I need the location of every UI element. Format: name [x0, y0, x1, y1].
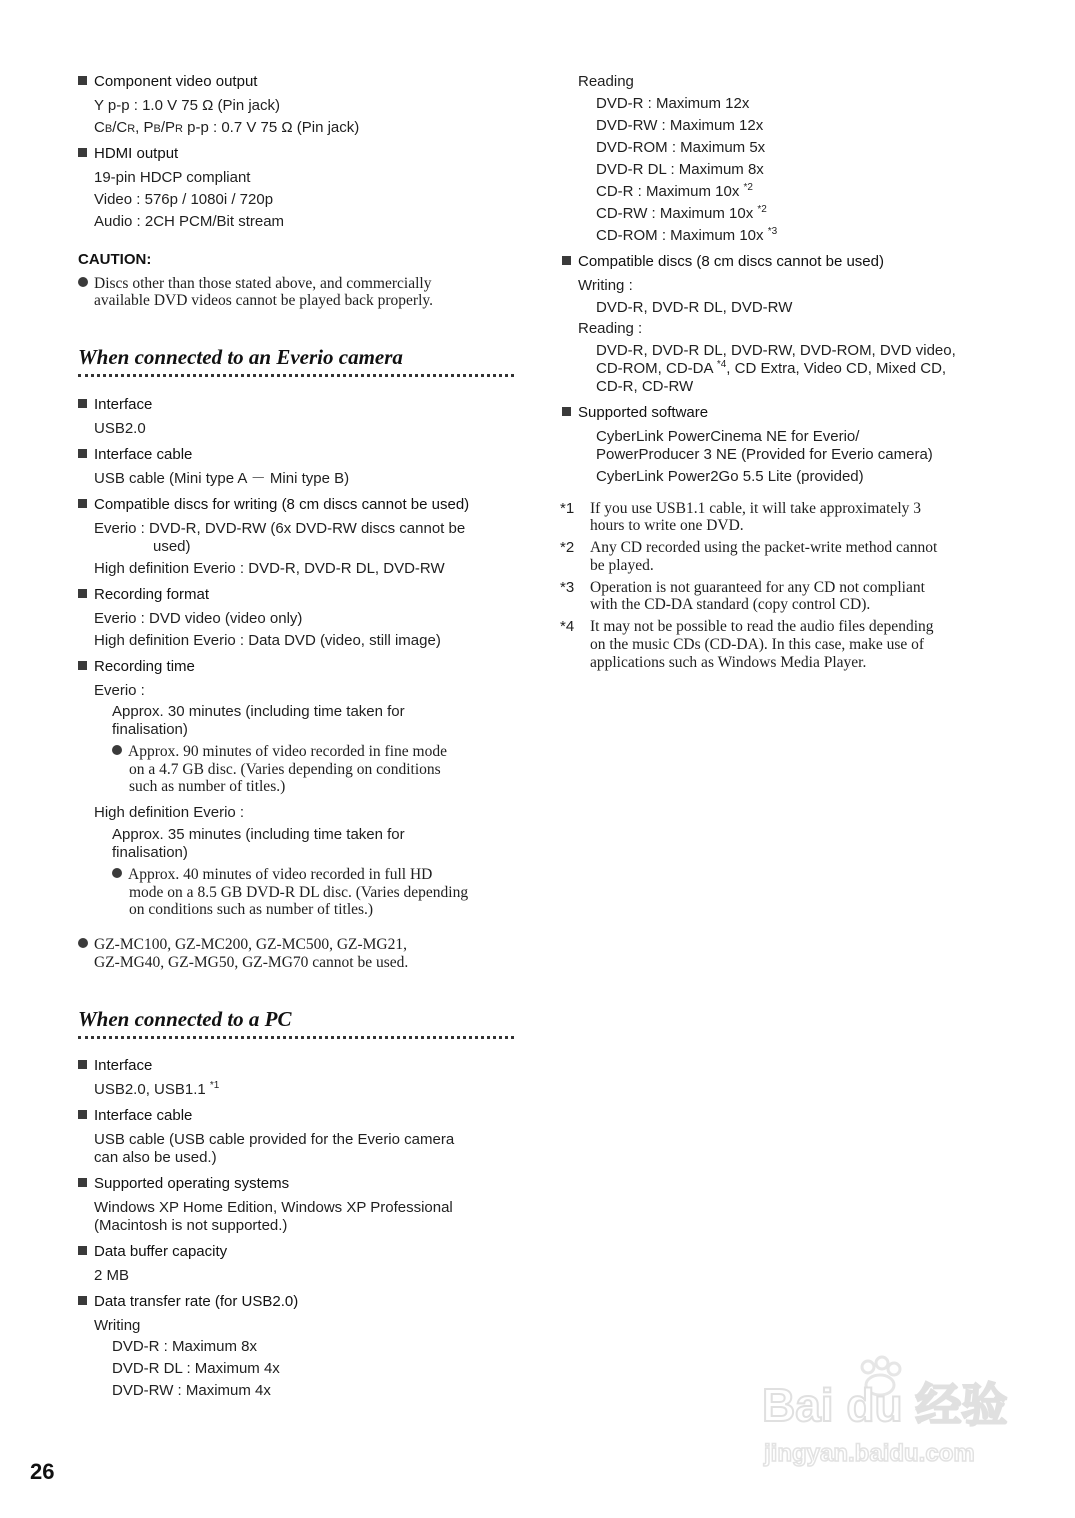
footnote-text: be played. [590, 557, 654, 574]
square-bullet-icon [78, 399, 87, 408]
footnote-mark: *3 [560, 579, 575, 596]
hdmi-line: Audio : 2CH PCM/Bit stream [94, 213, 285, 230]
pc-rate-writing-label: Writing [94, 1317, 141, 1334]
round-bullet-icon [78, 277, 88, 287]
hdmi-line: Video : 576p / 1080i / 720p [94, 191, 274, 208]
compat-reading-value-cont: CD-ROM, CD-DA $^{*4}$, CD Extra, Video CD, Mixed CD, [596, 359, 947, 377]
compat-reading-label: Reading : [578, 320, 643, 337]
everio-interface-value: USB2.0 [94, 420, 146, 437]
footnote-mark: *2 [560, 539, 575, 556]
footnote-text: on the music CDs (CD-DA). In this case, make use of [590, 636, 925, 653]
square-bullet-icon [78, 589, 87, 598]
pc-cable-heading: Interface cable [78, 1107, 192, 1125]
pc-rate-writing-item: DVD-R : Maximum 8x [112, 1338, 258, 1355]
caution-title: CAUTION: [78, 251, 152, 268]
everio-format-heading: Recording format [78, 586, 209, 604]
everio-compat-line: High definition Everio : DVD-R, DVD-R DL, DVD-RW [94, 560, 445, 577]
square-bullet-icon [78, 449, 87, 458]
caution-text-cont: available DVD videos cannot be played back properly. [94, 292, 434, 309]
component-y-line: Y p-p : 1.0 V 75 Ω (Pin jack) [94, 97, 281, 114]
time-everio-label: Everio : [94, 682, 145, 699]
footnote-text: If you use USB1.1 cable, it will take approximately 3 [590, 500, 922, 517]
time-hd-note: Approx. 40 minutes of video recorded in full HD [112, 866, 432, 884]
square-bullet-icon [562, 256, 571, 265]
component-cbcr-line: CB/CR, PB/PR p-p : 0.7 V 75 Ω (Pin jack) [94, 119, 360, 136]
pc-buffer-heading: Data buffer capacity [78, 1243, 227, 1261]
hdmi-line: 19-pin HDCP compliant [94, 169, 251, 186]
everio-interface-heading: Interface [78, 396, 152, 414]
everio-format-line: High definition Everio : Data DVD (video, still image) [94, 632, 441, 649]
square-bullet-icon [78, 1110, 87, 1119]
square-bullet-icon [78, 661, 87, 670]
section-title-everio: When connected to an Everio camera [78, 345, 403, 369]
software-item-cont: PowerProducer 3 NE (Provided for Everio camera) [596, 446, 933, 463]
section-title-pc: When connected to a PC [78, 1007, 292, 1031]
page-number: 26 [30, 1459, 55, 1484]
compat-reading-value-cont: CD-R, CD-RW [596, 378, 694, 395]
everio-compat-heading: Compatible discs for writing (8 cm discs cannot be used) [78, 496, 469, 514]
pc-buffer-value: 2 MB [94, 1267, 130, 1284]
footnote-text: applications such as Windows Media Player. [590, 654, 867, 671]
baidu-watermark-logo [760, 1355, 1020, 1475]
square-bullet-icon [78, 1178, 87, 1187]
rate-reading-item: DVD-ROM : Maximum 5x [596, 139, 766, 156]
pc-interface-value: USB2.0, USB1.1 $^{*1}$ [94, 1080, 220, 1098]
footnote-text: Any CD recorded using the packet-write method cannot [590, 539, 938, 556]
everio-time-heading: Recording time [78, 658, 195, 676]
footnote-text: hours to write one DVD. [590, 517, 744, 534]
pc-rate-writing-item: DVD-R DL : Maximum 4x [112, 1360, 280, 1377]
rate-reading-item: CD-R : Maximum 10x $^{*2}$ [596, 182, 753, 200]
rate-reading-item: DVD-RW : Maximum 12x [596, 117, 764, 134]
pc-interface-heading: Interface [78, 1057, 152, 1075]
everio-cable-value: USB cable (Mini type A － Mini type B) [94, 470, 350, 487]
square-bullet-icon [78, 76, 87, 85]
everio-compat-line: Everio : DVD-R, DVD-RW (6x DVD-RW discs cannot be [94, 520, 466, 537]
square-bullet-icon [78, 499, 87, 508]
incompatible-models-cont: GZ-MG40, GZ-MG50, GZ-MG70 cannot be used. [94, 954, 409, 971]
time-hd-note-cont: mode on a 8.5 GB DVD-R DL disc. (Varies depending [129, 884, 469, 901]
compat-discs-heading: Compatible discs (8 cm discs cannot be used) [562, 253, 884, 271]
section-divider [78, 374, 514, 377]
hdmi-output-heading: HDMI output [78, 145, 178, 163]
watermark-url: jingyan.baidu.com [764, 1440, 975, 1467]
time-everio-approx-cont: finalisation) [112, 721, 188, 738]
square-bullet-icon [562, 407, 571, 416]
pc-os-heading: Supported operating systems [78, 1175, 289, 1193]
everio-cable-heading: Interface cable [78, 446, 192, 464]
incompatible-models: GZ-MC100, GZ-MC200, GZ-MC500, GZ-MG21, [78, 936, 407, 954]
footnote-text: It may not be possible to read the audio files depending [590, 618, 934, 635]
everio-format-line: Everio : DVD video (video only) [94, 610, 303, 627]
time-hd-approx: Approx. 35 minutes (including time taken for [112, 826, 405, 843]
footnote-text: with the CD-DA standard (copy control CD). [590, 596, 871, 613]
pc-os-value: Windows XP Home Edition, Windows XP Professional [94, 1199, 453, 1216]
pc-cable-value: USB cable (USB cable provided for the Everio camera [94, 1131, 455, 1148]
pc-os-value-cont: (Macintosh is not supported.) [94, 1217, 288, 1234]
software-item: CyberLink PowerCinema NE for Everio/ [596, 428, 860, 445]
pc-rate-heading: Data transfer rate (for USB2.0) [78, 1293, 298, 1311]
compat-writing-label: Writing : [578, 277, 633, 294]
footnote-mark: *4 [560, 618, 575, 635]
watermark-brand: Bai du 经验 [762, 1379, 1008, 1431]
round-bullet-icon [112, 868, 122, 878]
time-hd-note-cont: on conditions such as number of titles.) [129, 901, 374, 918]
square-bullet-icon [78, 1060, 87, 1069]
rate-reading-item: CD-ROM : Maximum 10x $^{*3}$ [596, 226, 778, 244]
rate-reading-item: CD-RW : Maximum 10x $^{*2}$ [596, 204, 767, 222]
time-everio-note-cont: on a 4.7 GB disc. (Varies depending on conditions [129, 761, 441, 778]
round-bullet-icon [78, 938, 88, 948]
time-everio-approx: Approx. 30 minutes (including time taken for [112, 703, 405, 720]
rate-reading-label: Reading [578, 73, 634, 90]
square-bullet-icon [78, 148, 87, 157]
square-bullet-icon [78, 1246, 87, 1255]
round-bullet-icon [112, 745, 122, 755]
square-bullet-icon [78, 1296, 87, 1305]
time-hd-approx-cont: finalisation) [112, 844, 188, 861]
software-item: CyberLink Power2Go 5.5 Lite (provided) [596, 468, 864, 485]
software-heading: Supported software [562, 404, 708, 422]
footnote-mark: *1 [560, 500, 575, 517]
component-video-heading: Component video output [78, 73, 257, 91]
time-hd-label: High definition Everio : [94, 804, 245, 821]
time-everio-note-cont: such as number of titles.) [129, 778, 286, 795]
pc-cable-value-cont: can also be used.) [94, 1149, 217, 1166]
rate-reading-item: DVD-R : Maximum 12x [596, 95, 750, 112]
rate-reading-item: DVD-R DL : Maximum 8x [596, 161, 764, 178]
pc-rate-writing-item: DVD-RW : Maximum 4x [112, 1382, 271, 1399]
footnote-text: Operation is not guaranteed for any CD not compliant [590, 579, 925, 596]
everio-compat-line-cont: used) [153, 538, 191, 555]
caution-text: Discs other than those stated above, and commercially [78, 275, 431, 293]
section-divider [78, 1036, 514, 1039]
compat-reading-value: DVD-R, DVD-R DL, DVD-RW, DVD-ROM, DVD video, [596, 342, 956, 359]
compat-writing-value: DVD-R, DVD-R DL, DVD-RW [596, 299, 793, 316]
time-everio-note: Approx. 90 minutes of video recorded in fine mode [112, 743, 447, 761]
